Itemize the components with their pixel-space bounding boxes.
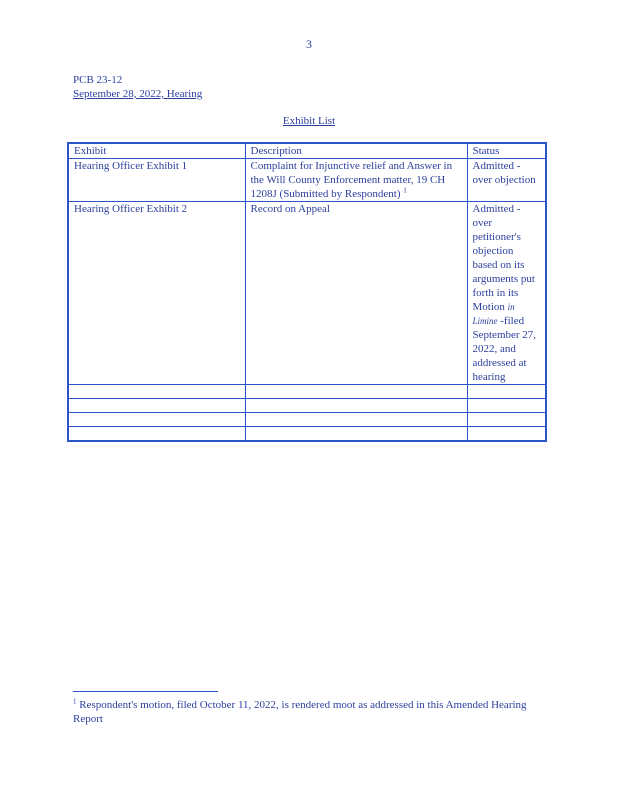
case-caption bbox=[73, 73, 202, 101]
empty-row bbox=[68, 399, 546, 413]
status-text-end: -filed September 27, 2022, and addressed at hearing bbox=[472, 315, 537, 383]
status-text: Admitted - over petitioner's objection based on its arguments put forth in its Motion bbox=[472, 203, 535, 313]
table-header-row bbox=[68, 143, 546, 159]
status-cell bbox=[467, 202, 546, 385]
status-italic-text: in Limine bbox=[472, 302, 515, 326]
exhibit-table bbox=[67, 142, 547, 442]
exhibit-list-title: Exhibit List bbox=[282, 115, 336, 127]
case-number: PCB 23-12 bbox=[73, 74, 123, 86]
status-cell: Admitted - over objection bbox=[467, 159, 546, 202]
header-exhibit: Exhibit bbox=[68, 143, 245, 159]
header-status: Status bbox=[467, 143, 546, 159]
empty-row bbox=[68, 385, 546, 399]
table-row bbox=[68, 159, 546, 202]
table-row bbox=[68, 202, 546, 385]
footnote bbox=[73, 698, 543, 726]
exhibit-cell: Hearing Officer Exhibit 2 bbox=[68, 202, 245, 385]
description-cell bbox=[245, 159, 467, 202]
empty-row bbox=[68, 427, 546, 442]
description-cell: Record on Appeal bbox=[245, 202, 467, 385]
footnote-text: Respondent's motion, filed October 11, 2022, is rendered moot as addressed in this Amended Hearing Report bbox=[73, 699, 527, 725]
footnote-marker: 1 bbox=[73, 697, 77, 706]
exhibit-cell: Hearing Officer Exhibit 1 bbox=[68, 159, 245, 202]
description-text: Complaint for Injunctive relief and Answer in the Will County Enforcement matter, 19 CH 1208J (Submitted by Respondent) bbox=[250, 160, 453, 200]
page-number: 3 bbox=[306, 37, 312, 51]
footnote-ref: 1 bbox=[403, 186, 407, 195]
hearing-date: September 28, 2022, Hearing bbox=[73, 88, 203, 100]
footnote-divider bbox=[73, 691, 218, 692]
header-description: Description bbox=[245, 143, 467, 159]
empty-row bbox=[68, 413, 546, 427]
